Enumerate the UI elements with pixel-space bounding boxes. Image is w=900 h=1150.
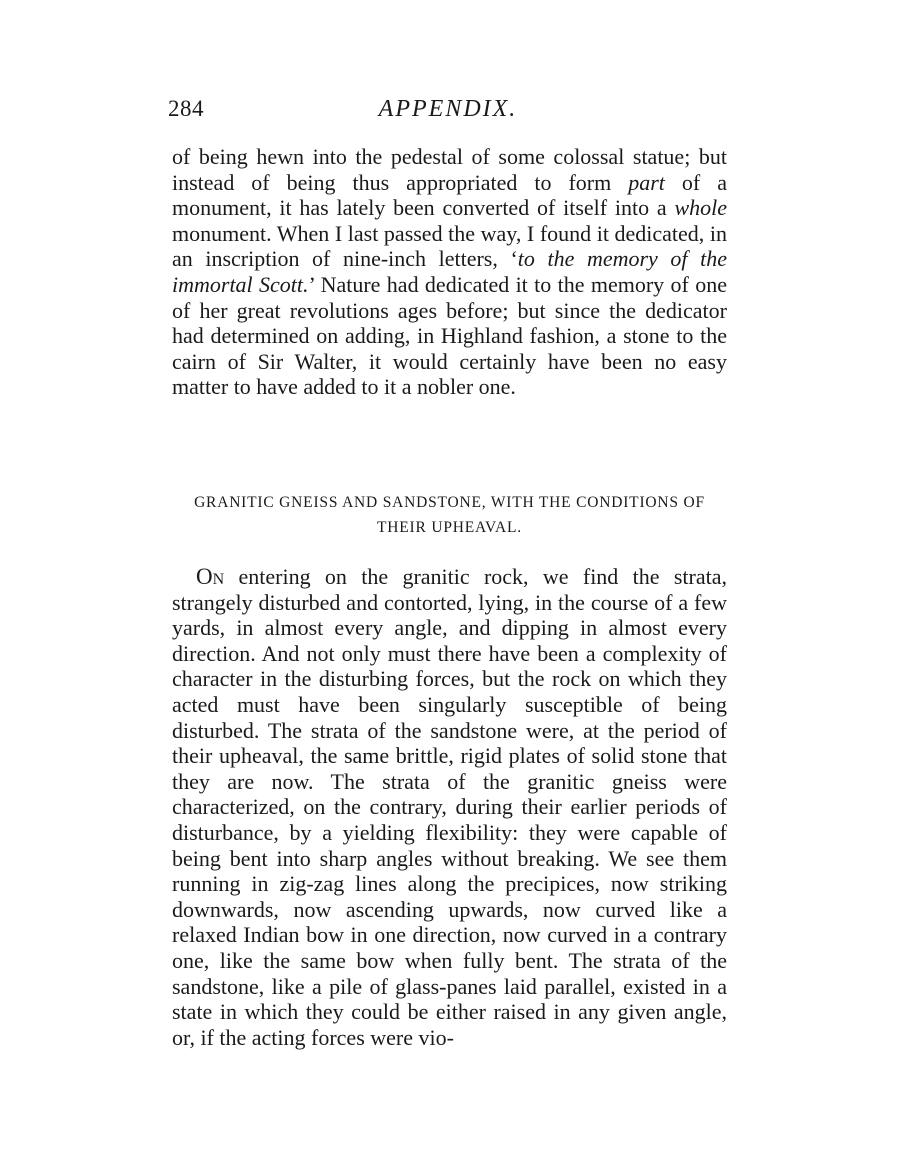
text-run: monument. When I last passed the way, I found it dedicated, in an inscription of nine-inch letters, ‘: [172, 220, 727, 272]
italic-phrase: whole: [674, 195, 727, 221]
italic-phrase: part: [628, 169, 665, 195]
page-header: [168, 96, 728, 130]
text-run: ’ Nature had dedicated it to the memory of one of her great revolutions ages before; but since the dedicator had determined on adding, in Highland fashion, a stone to the cairn of Sir Walter, it would certainly have been no easy matter to have added to it a nobler one.: [172, 271, 727, 400]
section-heading: [172, 490, 727, 540]
page-number: 284: [168, 96, 204, 121]
paragraph-lead-word: On: [196, 564, 225, 589]
section-heading-line-2: THEIR UPHEAVAL.: [377, 519, 522, 536]
section-heading-line-1: GRANITIC GNEISS AND SANDSTONE, WITH THE CONDITIONS OF: [194, 494, 705, 511]
italic-phrase: to the memory of the immortal Scott.: [172, 246, 727, 297]
paragraph-body-text: entering on the granitic rock, we find the strata, strangely disturbed and contorted, lying, in the course of a few yards, in almost every angle, and dipping in almost every direction. And not only must there have been a complexity of character in the disturbing forces, but the rock on which they acted must have been singularly susceptible of being disturbed. The strata of the sandstone were, at the period of their upheaval, the same brittle, rigid plates of solid stone that they are now. The strata of the granitic gneiss were characterized, on the contrary, during their earlier periods of disturbance, by a yielding flexibility: they were capable of being bent into sharp angles without breaking. We see them running in zig-zag lines along the precipices, now striking downwards, now ascending upwards, now curved like a relaxed Indian bow in one direction, now curved in a contrary one, like the same bow when fully bent. The strata of the sandstone, like a pile of glass-panes laid parallel, existed in a state in which they could be either raised in any given angle, or, if the acting forces were vio-: [172, 564, 727, 1050]
paragraph-section-body: [172, 564, 727, 1050]
text-run: of being hewn into the pedestal of some colossal statue; but instead of being thus appropriated to form: [172, 144, 727, 195]
paragraph-continued: [172, 144, 727, 400]
text-run: of a monument, it has lately been converted of itself into a: [172, 169, 727, 221]
running-head: APPENDIX.: [378, 96, 518, 122]
